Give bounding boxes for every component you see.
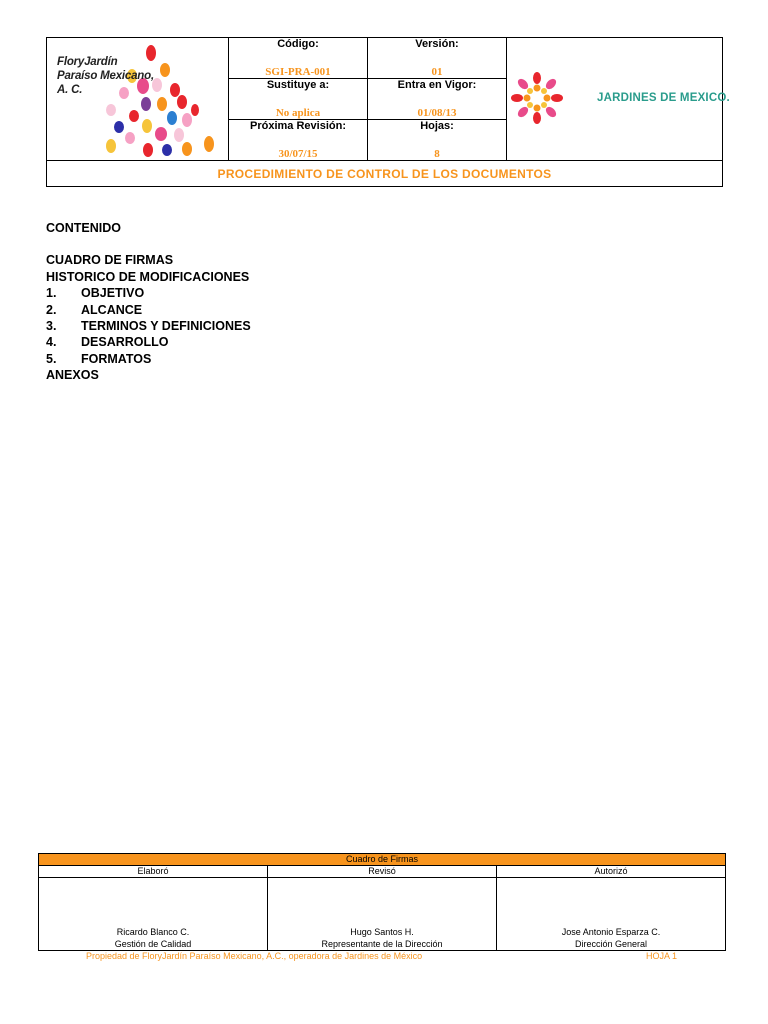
- version-cell: [368, 38, 507, 79]
- role-reviso: Revisó: [268, 866, 497, 878]
- hojas-value: 8: [434, 148, 440, 160]
- toc-item-number: 1.: [46, 286, 57, 301]
- signer-position: Representante de la Dirección: [321, 939, 443, 949]
- toc-item-text: OBJETIVO: [81, 286, 145, 301]
- org-name-line-1: FloryJardín: [57, 56, 118, 68]
- signer-position: Gestión de Calidad: [114, 939, 192, 949]
- toc-item: [46, 269, 251, 285]
- role-elaboro: Elaboró: [39, 866, 268, 878]
- toc-item: [46, 285, 251, 301]
- signer-position: Dirección General: [574, 939, 648, 949]
- toc-item: [46, 302, 251, 318]
- toc-item-text: HISTORICO DE MODIFICACIONES: [46, 269, 250, 284]
- org-name-line-2: Paraíso Mexicano,: [57, 70, 154, 82]
- page-number: HOJA 1: [646, 951, 678, 961]
- signer-name: Ricardo Blanco C.: [116, 927, 190, 937]
- sustituye-value: No aplica: [275, 107, 321, 119]
- version-value: 01: [431, 66, 443, 78]
- toc-item-text: DESARROLLO: [81, 335, 169, 350]
- sustituye-label: Sustituye a:: [266, 79, 330, 91]
- vigor-value: 01/08/13: [417, 107, 457, 119]
- org-logo: [47, 38, 229, 161]
- toc-item-number: 2.: [46, 302, 57, 317]
- vigor-label: Entra en Vigor:: [397, 79, 477, 91]
- signature-cell-autorizo: [497, 878, 726, 951]
- toc-item-text: ALCANCE: [81, 302, 143, 317]
- signature-cell-elaboro: [39, 878, 268, 951]
- flower-logo-icon: [507, 38, 587, 158]
- vigor-cell: [368, 79, 507, 120]
- toc-item-text: TERMINOS Y DEFINICIONES: [81, 319, 251, 334]
- toc-item-text: FORMATOS: [81, 351, 152, 366]
- brand-name: JARDINES DE MEXICO.: [597, 92, 730, 104]
- toc-item-text: CUADRO DE FIRMAS: [46, 253, 174, 268]
- toc-item: [46, 318, 251, 334]
- signature-cell-reviso: [268, 878, 497, 951]
- hojas-label: Hojas:: [420, 120, 454, 132]
- brand-logo: [507, 38, 730, 161]
- org-name-line-3: A. C.: [57, 84, 83, 96]
- revision-value: 30/07/15: [278, 148, 318, 160]
- revision-cell: [229, 120, 368, 161]
- org-name: [57, 55, 154, 97]
- signature-table: [38, 853, 726, 951]
- toc-item: [46, 367, 251, 383]
- toc-item-text: ANEXOS: [46, 368, 99, 383]
- hojas-cell: [368, 120, 507, 161]
- toc-item: [46, 334, 251, 350]
- toc-item: [46, 252, 251, 268]
- toc-item-number: 4.: [46, 335, 57, 350]
- sustituye-cell: [229, 79, 368, 120]
- toc-item-number: 3.: [46, 319, 57, 334]
- ownership-note: Propiedad de FloryJardín Paraíso Mexicano, A.C., operadora de Jardines de México: [86, 951, 423, 961]
- document-header: [46, 37, 730, 187]
- codigo-cell: [229, 38, 368, 79]
- toc-item: [46, 351, 251, 367]
- signer-name: Hugo Santos H.: [350, 927, 414, 937]
- table-of-contents: [46, 220, 251, 384]
- revision-label: Próxima Revisión:: [250, 120, 346, 132]
- role-autorizo: Autorizó: [497, 866, 726, 878]
- codigo-label: Código:: [277, 38, 319, 50]
- signature-table-title: Cuadro de Firmas: [39, 854, 726, 866]
- version-label: Versión:: [415, 38, 459, 50]
- document-title: PROCEDIMIENTO DE CONTROL DE LOS DOCUMENTOS: [47, 161, 723, 187]
- codigo-value: SGI-PRA-001: [265, 66, 331, 78]
- toc-heading: CONTENIDO: [46, 221, 121, 235]
- toc-item-number: 5.: [46, 351, 57, 366]
- signer-name: Jose Antonio Esparza C.: [561, 927, 661, 937]
